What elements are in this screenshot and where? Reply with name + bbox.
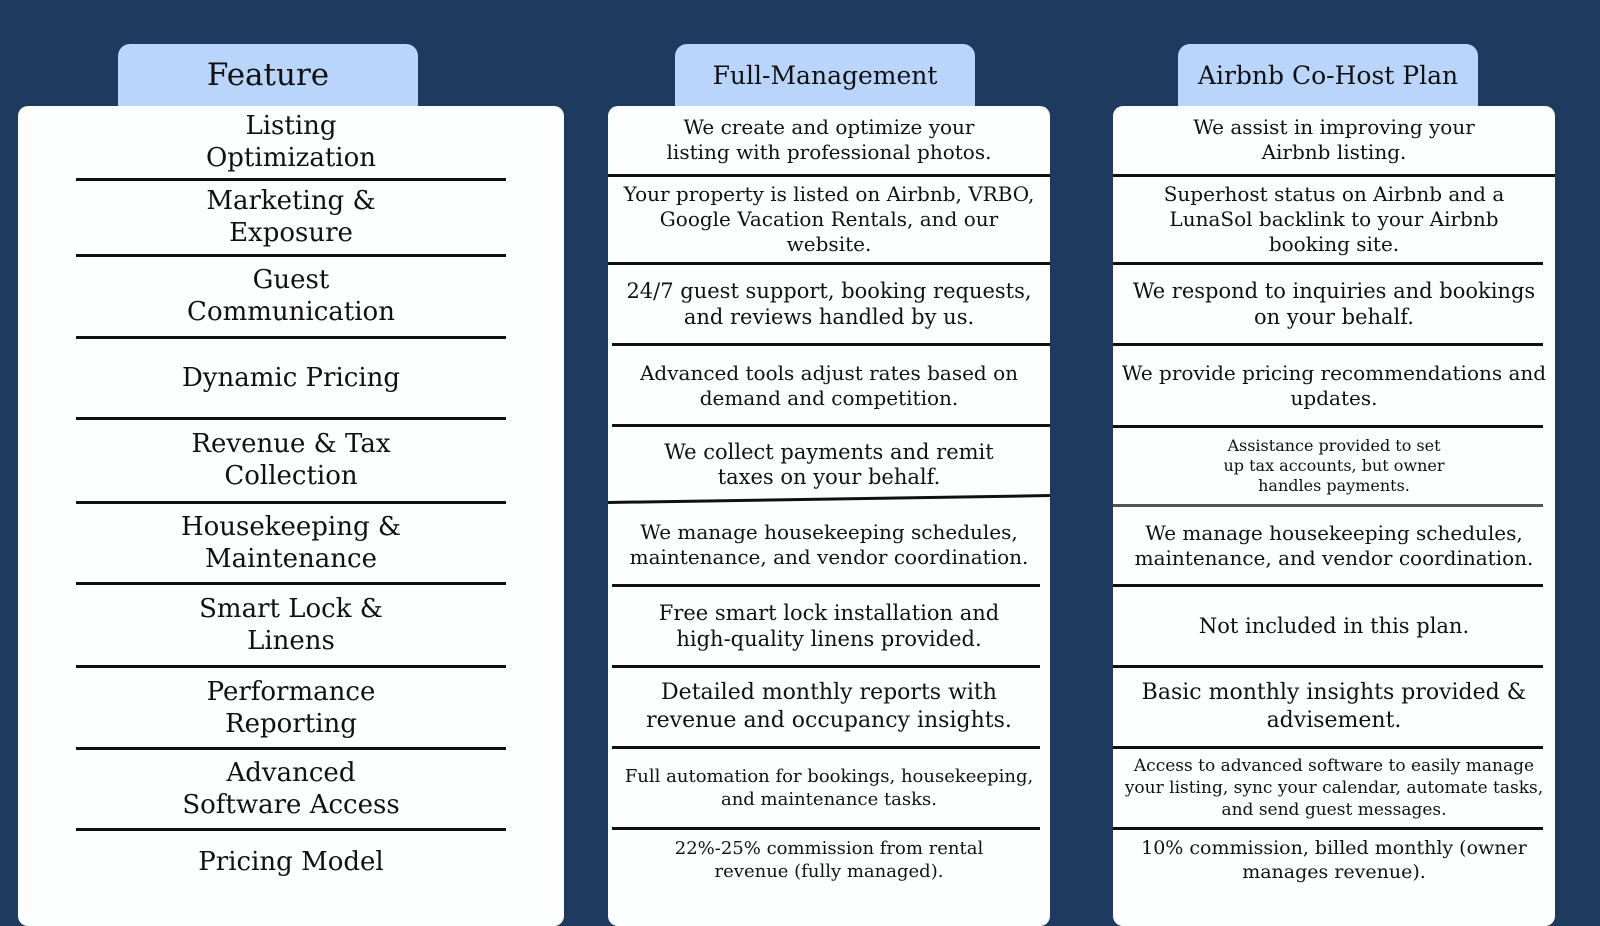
cohost-cell-software-access: Access to advanced software to easily manage your listing, sync your calendar, automate tasks, and send guest messages. [1124,756,1544,820]
cohost-header-label: Airbnb Co-Host Plan [1197,60,1459,90]
feature-cell-revenue-tax: Revenue & Tax Collection [191,429,391,491]
full-cell-software-access: Full automation for bookings, housekeeping, and maintenance tasks. [624,766,1034,810]
feature-cell-dynamic-pricing: Dynamic Pricing [181,363,401,393]
feature-cell-housekeeping: Housekeeping & Maintenance [180,512,402,574]
feature-cell-software-access: Advanced Software Access [182,758,400,820]
feature-cell-guest-communication: Guest Communication [187,265,395,327]
full-cell-guest-communication: 24/7 guest support, booking requests, and reviews handled by us. [626,279,1032,329]
cohost-cell-listing-optimization: We assist in improving your Airbnb listing. [1193,115,1475,164]
feature-column-header [118,44,418,106]
full-management-column-header [675,44,975,106]
full-cell-marketing-exposure: Your property is listed on Airbnb, VRBO, Google Vacation Rentals, and our website. [623,181,1035,256]
cohost-cell-smart-lock: Not included in this plan. [1198,613,1470,638]
feature-cell-performance: Performance Reporting [206,677,376,739]
full-management-header-label: Full-Management [712,60,938,90]
full-cell-smart-lock: Free smart lock installation and high-quality linens provided. [658,601,1000,651]
full-management-column-card [608,106,1050,926]
feature-cell-smart-lock: Smart Lock & Linens [199,594,383,656]
full-cell-housekeeping: We manage housekeeping schedules, maintenance, and vendor coordination. [629,520,1029,569]
cohost-cell-revenue-tax: Assistance provided to set up tax accounts, but owner handles payments. [1223,436,1445,495]
full-cell-pricing-model: 22%-25% commission from rental revenue (fully managed). [674,838,984,882]
full-cell-performance: Detailed monthly reports with revenue and occupancy insights. [646,680,1012,733]
full-cell-revenue-tax: We collect payments and remit taxes on your behalf. [664,440,994,489]
feature-column-card [18,106,564,926]
cohost-cell-marketing-exposure: Superhost status on Airbnb and a LunaSol backlink to your Airbnb booking site. [1163,181,1505,256]
feature-cell-listing-optimization: Listing Optimization [205,111,377,173]
cohost-cell-housekeeping: We manage housekeeping schedules, maintenance, and vendor coordination. [1134,520,1534,570]
cohost-column-header [1178,44,1478,106]
cohost-cell-guest-communication: We respond to inquiries and bookings on your behalf. [1132,279,1536,329]
feature-cell-pricing-model: Pricing Model [198,847,384,877]
full-cell-listing-optimization: We create and optimize your listing with professional photos. [666,115,992,164]
feature-header-label: Feature [206,57,330,93]
cohost-cell-dynamic-pricing: We provide pricing recommendations and updates. [1121,361,1547,410]
feature-cell-marketing-exposure: Marketing & Exposure [206,186,376,248]
cohost-column-card [1113,106,1555,926]
cohost-cell-performance: Basic monthly insights provided & advisement. [1141,680,1527,733]
full-cell-dynamic-pricing: Advanced tools adjust rates based on demand and competition. [639,361,1019,410]
cohost-cell-pricing-model: 10% commission, billed monthly (owner manages revenue). [1141,837,1527,883]
